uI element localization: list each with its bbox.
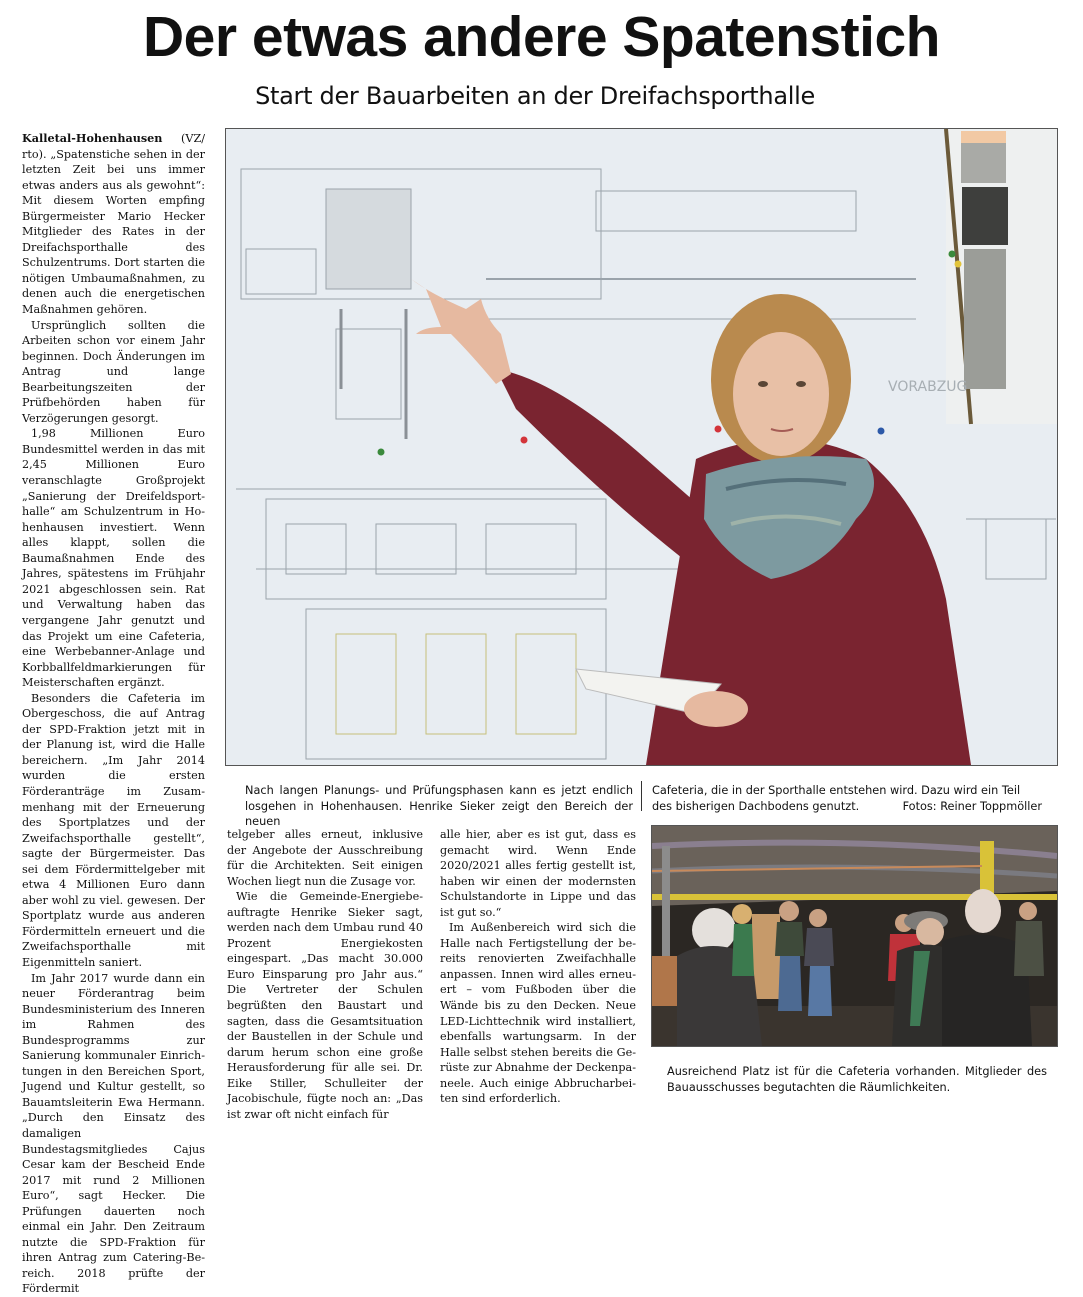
pushpin-green: [378, 449, 385, 456]
attic-photo: [651, 825, 1058, 1047]
headline: Der etwas andere Spatenstich: [143, 5, 940, 69]
subheadline: Start der Bauarbeiten an der Dreifachsporthalle: [255, 82, 815, 110]
main-photo-caption-part1: Nach langen Planungs- und Prüfungsphasen kann es jetzt endlich losgehen in Hohenhausen. Henrike Sieker zeigt den Bereich der neuen: [245, 784, 633, 828]
paragraph: Ursprünglich sollten die Arbeiten schon vor einem Jahr beginnen. Doch Änderungen im Antrag und lange Bearbeitungszeiten der Prüfbehörden haben für Verzögerungen gesorgt.: [22, 318, 205, 425]
paragraph: 1,98 Millionen Euro Bundesmittel werden in das mit 2,45 Millionen Euro veranschlagte Großprojekt „Sanierung der Dreifeldsporthalle“ am Schulzentrum in Hohenhausen investiert. Wenn alles klappt, sollen die Baumaßnahmen Ende des Jahres, spätestens im Frühjahr 2021 abgeschlossen sein. Rat und Verwaltung haben das vergangene Jahr genutzt und das Projekt um eine Cafeteria, eine Werbebanner-Anlage und Korbballfeldmarkierungen für Meisterschaften ergänzt.: [22, 427, 205, 690]
caption-divider: [641, 781, 642, 811]
paragraph: Besonders die Cafeteria im Obergeschoss, die auf Antrag der SPD-Fraktion jetzt mit in der Planung ist, wird die Halle bereichern. „Im Jahr 2014 wurden die ersten Förderanträge im Zusammenhang mit der Erneuerung des Sportplatzes und der Zweifachsporthalle gestellt“, sagte der Bürgermeister. Das sei dem Fördermittelgeber mit etwa 4 Millionen Euro dann aber wohl zu viel. gewesen. Der Sportplatz wurde aus anderen Fördermitteln erneuert und die Zweifachsporthalle mit Eigenmitteln saniert.: [22, 691, 205, 969]
attic-photo-caption: Ausreichend Platz ist für die Cafeteria vorhanden. Mitglieder des Bauausschusses begutachten die Räumlichkeiten.: [667, 1065, 1047, 1094]
article-column-3: [440, 827, 636, 1107]
paragraph: Wie die Gemeinde-Energiebeauftragte Henrike Sieker sagt, werden nach dem Umbau rund 40 Prozent Energiekosten eingespart. „Das macht 30.000 Euro Einsparung pro Jahr aus.“ Die Vertreter der Schulen begrüßten den Baustart und sagten, dass die Gesamtsituation der Baustellen in der Schule und darum herum schon eine große Herausforderung für alle sei. Dr. Eike Stiller, Schulleiter der Jacobischule, fügte noch an: „Das ist zwar oft nicht einfach für: [227, 890, 423, 1121]
plan-stamp: VORABZUG: [888, 379, 968, 395]
main-photo-illustration: [226, 129, 1057, 765]
pushpin-blue: [878, 428, 885, 435]
pushpin-yellow: [955, 261, 962, 268]
pushpin-red: [521, 437, 528, 444]
paragraph: alle hier, aber es ist gut, dass es gemacht wird. Wenn Ende 2020/2021 alles fertig gestellt ist, haben wir einen der modernsten Schulstandorte in Lippe und das ist gut so.“: [440, 828, 636, 919]
face: [733, 332, 829, 456]
caption-text: Cafeteria, die in der Sporthalle entstehen wird. Dazu wird ein Teil des bisherigen Dachbodens genutzt.: [652, 784, 1021, 813]
article-column-1: [22, 131, 205, 1297]
paragraph: Im Außenbereich wird sich die Halle nach Fertigstellung der bereits renovierten Zweifachhalle anpassen. Innen wird alles erneuert – vom Fußboden über die Wände bis zu den Decken. Neue LED-Lichttechnik wird installiert, ebenfalls wartungsarm. In der Halle selbst stehen bereits die Gerüste zur Abnahme der Deckenpaneele. Auch einige Abbrucharbeiten sind erforderlich.: [440, 921, 636, 1106]
pushpin-green: [949, 251, 956, 258]
dateline: Kalletal-Hohenhausen: [22, 131, 163, 145]
main-photo-caption-part2: [652, 783, 1042, 814]
article-column-2: [227, 827, 423, 1122]
paragraph-text: (VZ/ rto). „Spatenstiche sehen in der letzten Zeit bei uns immer etwas anders aus als gewohnt“: Mit diesem Worten empfing Bürgermeister Mario Hecker Mitglieder des Rates in der Dreifachsporthalle des Schulzentrums. Dort starten die nötigen Umbaumaßnahmen, zu denen auch die energetischen Maßnahmen gehören.: [22, 132, 205, 317]
paragraph: telgeber alles erneut, inklusive der Angebote der Ausschreibung für die Architekten. Seit einigen Wochen liegt nun die Zusage vor.: [227, 828, 423, 888]
holding-hand: [684, 691, 748, 727]
paragraph: [22, 131, 205, 318]
attic-photo-illustration: [652, 826, 1057, 1046]
main-photo: [225, 128, 1058, 766]
paragraph: Im Jahr 2017 wurde dann ein neuer Förderantrag beim Bundesministerium des Inneren im Rahmen des Bundesprogramms zur Sanierung kommunaler Einrichtungen in den Bereichen Sport, Jugend und Kultur gestellt, so Bauamtsleiterin Ewa Hermann. „Durch den Einsatz des damaligen Bundestagsmitgliedes Cajus Cesar kam der Bescheid Ende 2017 mit rund 2 Millionen Euro“, sagt Hecker. Die Prüfungen dauerten noch einmal ein Jahr. Den Zeitraum nutzte die SPD-Fraktion für ihren Antrag zum Catering-Bereich. 2018 prüfte der Fördermit: [22, 971, 205, 1296]
photo-credit: Fotos: Reiner Toppmöller: [902, 799, 1042, 813]
pushpin-red: [715, 426, 722, 433]
